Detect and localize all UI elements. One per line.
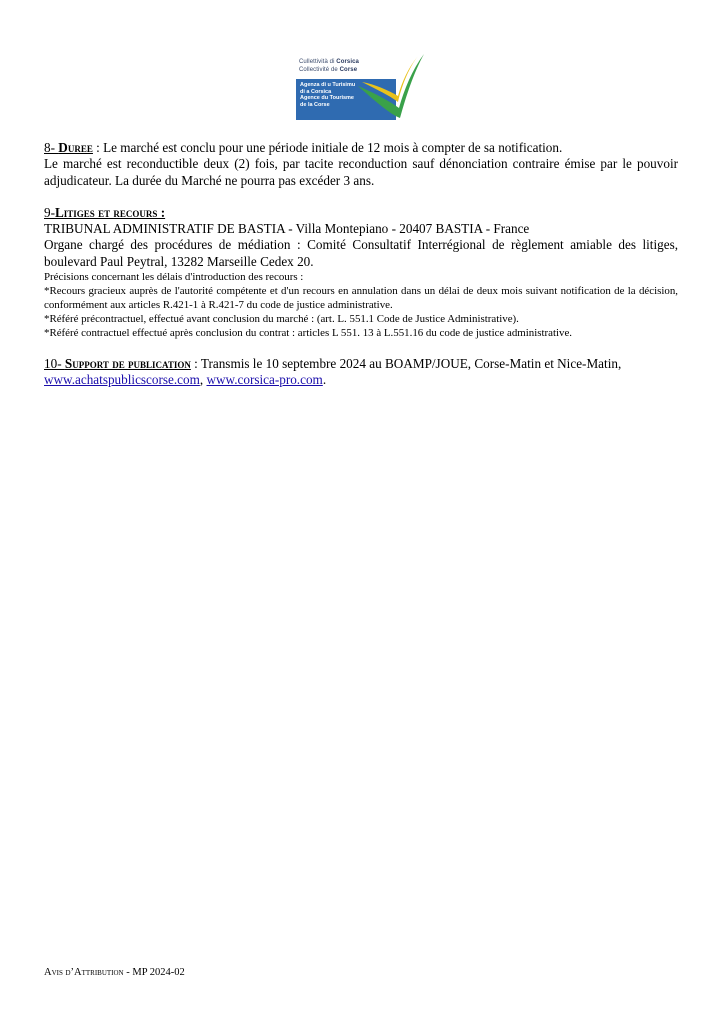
litiges-heading xyxy=(44,205,678,221)
section-litiges xyxy=(44,205,678,340)
section-duree xyxy=(44,140,678,189)
precisions-line: Précisions concernant les délais d'introduction des recours : xyxy=(44,271,304,284)
duree-title: Duree xyxy=(58,140,93,155)
swoosh-icon xyxy=(356,52,426,120)
logo-sub4: de la Corse xyxy=(300,101,330,108)
support-title: Support de publication xyxy=(64,356,191,372)
support-text: : Transmis le 10 septembre 2024 au BOAMP/JOUE, Corse-Matin et Nice-Matin, xyxy=(190,356,622,372)
organe-paragraph: Organe chargé des procédures de médiation : Comité Consultatif Interrégional de règlement amiable des litiges, boulevard Paul Peytral, 13282 Marseille Cedex 20. xyxy=(44,237,678,269)
logo-line1-bold: Corsica xyxy=(336,59,359,65)
tribunal-line: TRIBUNAL ADMINISTRATIF DE BASTIA - Villa Montepiano - 20407 BASTIA - France xyxy=(44,221,530,237)
support-number: 10- xyxy=(44,356,65,372)
logo-line2-bold: Corse xyxy=(339,67,358,73)
duree-number: 8- xyxy=(44,140,59,155)
corsica-logo xyxy=(296,52,426,120)
link-separator: , xyxy=(199,372,207,388)
refere-contractuel: *Référé contractuel effectué après conclusion du contrat : articles L 551. 13 à L.551.16 du code de justice administrative. xyxy=(44,327,573,340)
duree-intro: : Le marché est conclu pour une période initiale de 12 mois à compter de sa notification. xyxy=(92,140,563,155)
page-footer xyxy=(44,967,185,978)
logo-sub2: di a Corsica xyxy=(300,88,332,95)
refere-precontractuel: *Référé précontractuel, effectué avant conclusion du marché : (art. L. 551.1 Code de Justice Administrative). xyxy=(44,313,519,326)
duree-line xyxy=(44,140,678,156)
recours-gracieux: *Recours gracieux auprès de l'autorité compétente et d'un recours en annulation dans un délai de deux mois suivant notification de la décision, conformément aux articles R.421-1 à R.421-7 du code de justice administrative. xyxy=(44,285,678,312)
document-body xyxy=(44,140,678,389)
logo-line1: Cullettività di xyxy=(299,59,337,65)
logo-sub3: Agence du Tourisme xyxy=(300,95,354,101)
footer-title: Avis d’Attribution xyxy=(44,967,124,978)
section-support xyxy=(44,356,678,389)
logo-sub1: Agenza di u Turisimu xyxy=(300,82,356,88)
achatspublicscorse-link[interactable]: www.achatspublicscorse.com xyxy=(44,372,200,388)
support-end: . xyxy=(322,372,327,388)
support-paragraph xyxy=(44,356,678,389)
logo-line2: Collectivité de xyxy=(299,67,340,73)
corsica-pro-link[interactable]: www.corsica-pro.com xyxy=(206,372,323,388)
litiges-number: 9- xyxy=(44,204,55,220)
duree-heading xyxy=(44,140,93,155)
litiges-title: Litiges et recours : xyxy=(55,204,166,220)
duree-paragraph: Le marché est reconductible deux (2) fois, par tacite reconduction sauf dénonciation contraire émise par le pouvoir adjudicateur. La durée du Marché ne pourra pas excéder 3 ans. xyxy=(44,156,678,188)
footer-ref: - MP 2024-02 xyxy=(123,967,185,978)
